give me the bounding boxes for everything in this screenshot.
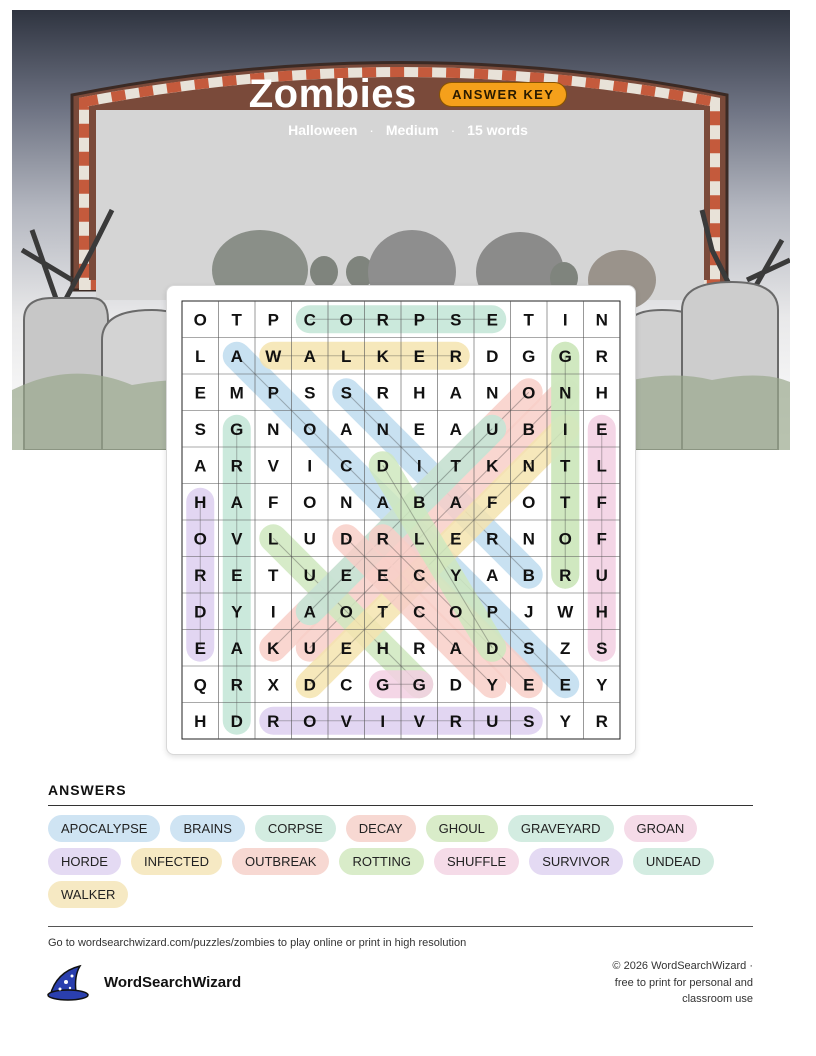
grid-letter: D xyxy=(230,711,243,731)
grid-letter: A xyxy=(449,492,462,512)
grid-letter: A xyxy=(486,565,499,585)
answer-pill-groan: GROAN xyxy=(624,815,698,842)
grid-letter: N xyxy=(340,492,353,512)
grid-letter: A xyxy=(230,638,243,658)
grid-letter: Y xyxy=(231,602,243,622)
grid-letter: Y xyxy=(559,711,571,731)
grid-letter: O xyxy=(558,529,572,549)
answer-pill-survivor: SURVIVOR xyxy=(529,848,623,875)
grid-letter: E xyxy=(340,638,352,658)
grid-letter: O xyxy=(522,383,536,403)
grid-letter: O xyxy=(193,310,207,330)
answer-pill-rotting: ROTTING xyxy=(339,848,424,875)
grid-letter: O xyxy=(522,492,536,512)
grid-letter: O xyxy=(303,492,317,512)
grid-letter: S xyxy=(450,310,462,330)
grid-letter: K xyxy=(376,346,389,366)
grid-letter: U xyxy=(303,638,316,658)
grid-letter: R xyxy=(376,310,389,330)
brand-name: WordSearchWizard xyxy=(104,973,242,991)
brand-logo[interactable] xyxy=(46,962,241,1002)
grid-letter: T xyxy=(560,492,571,512)
grid-letter: S xyxy=(304,383,316,403)
grid-letter: J xyxy=(524,602,534,622)
answer-pill-walker: WALKER xyxy=(48,881,128,908)
grid-letter: Z xyxy=(560,638,571,658)
grid-letter: N xyxy=(559,383,572,403)
grid-letter: P xyxy=(267,310,279,330)
grid-letter: T xyxy=(523,310,534,330)
grid-letter: G xyxy=(412,675,426,695)
answers-heading: ANSWERS xyxy=(48,782,127,798)
word-count-label: 15 words xyxy=(467,122,528,138)
grid-letter: O xyxy=(193,529,207,549)
answer-pill-undead: UNDEAD xyxy=(633,848,714,875)
grid-letter: R xyxy=(595,711,608,731)
puzzle-meta xyxy=(0,122,816,138)
grid-letter: N xyxy=(522,529,535,549)
grid-letter: E xyxy=(194,383,206,403)
grid-letter: U xyxy=(303,565,316,585)
grid-letter: A xyxy=(376,492,389,512)
grid-letter: G xyxy=(230,419,244,439)
grid-letter: B xyxy=(522,565,535,585)
divider xyxy=(48,926,753,927)
grid-letter: E xyxy=(413,419,425,439)
category-label: Halloween xyxy=(288,122,358,138)
divider xyxy=(48,805,753,806)
grid-letter: F xyxy=(487,492,498,512)
grid-letter: W xyxy=(265,346,282,366)
grid-letter: R xyxy=(595,346,608,366)
grid-letter: O xyxy=(339,310,353,330)
grid-letter: H xyxy=(194,711,207,731)
answer-pill-decay: DECAY xyxy=(346,815,416,842)
grid-letter: A xyxy=(340,419,353,439)
grid-letter: C xyxy=(340,675,353,695)
grid-letter: A xyxy=(449,419,462,439)
answer-list xyxy=(48,815,753,908)
puzzle-grid-card xyxy=(166,285,636,755)
grid-letter: P xyxy=(267,383,279,403)
grid-letter: H xyxy=(595,383,608,403)
grid-letter: R xyxy=(559,565,572,585)
grid-letter: R xyxy=(449,346,462,366)
grid-letter: E xyxy=(340,565,352,585)
grid-letter: G xyxy=(558,346,572,366)
grid-letter: F xyxy=(596,492,607,512)
grid-letter: E xyxy=(559,675,571,695)
grid-letter: A xyxy=(303,346,316,366)
grid-letter: T xyxy=(377,602,388,622)
grid-letter: U xyxy=(595,565,608,585)
grid-letter: Y xyxy=(596,675,608,695)
grid-letter: D xyxy=(486,346,499,366)
grid-letter: N xyxy=(267,419,280,439)
grid-letter: R xyxy=(376,529,389,549)
grid-letter: N xyxy=(376,419,389,439)
grid-letter: H xyxy=(376,638,389,658)
grid-letter: T xyxy=(560,456,571,476)
grid-letter: L xyxy=(341,346,352,366)
grid-letter: O xyxy=(449,602,463,622)
copyright-line: free to print for personal and xyxy=(614,976,753,989)
grid-letter: C xyxy=(340,456,353,476)
grid-letter: I xyxy=(307,456,313,476)
grid-letter: S xyxy=(194,419,206,439)
puzzle-grid xyxy=(167,286,635,754)
grid-letter: R xyxy=(230,456,243,476)
grid-letter: Y xyxy=(450,565,462,585)
grid-letter: E xyxy=(377,565,389,585)
grid-letter: E xyxy=(194,638,206,658)
grid-letter: I xyxy=(562,310,568,330)
grid-letter: V xyxy=(231,529,243,549)
grid-letter: C xyxy=(413,602,426,622)
grid-letter: U xyxy=(486,419,499,439)
grid-letter: H xyxy=(595,602,608,622)
grid-letter: I xyxy=(416,456,422,476)
grid-letter: F xyxy=(268,492,279,512)
grid-letter: X xyxy=(267,675,279,695)
grid-letter: R xyxy=(267,711,280,731)
grid-letter: R xyxy=(486,529,499,549)
answer-pill-brains: BRAINS xyxy=(170,815,244,842)
grid-letter: D xyxy=(486,638,499,658)
separator-dot: · xyxy=(450,122,456,138)
answer-pill-apocalypse: APOCALYPSE xyxy=(48,815,160,842)
grid-letter: U xyxy=(303,529,316,549)
grid-letter: N xyxy=(486,383,499,403)
grid-letter: I xyxy=(270,602,276,622)
grid-letter: P xyxy=(486,602,498,622)
grid-letter: T xyxy=(268,565,279,585)
grid-letter: M xyxy=(229,383,244,403)
difficulty-label: Medium xyxy=(385,122,439,138)
grid-letter: D xyxy=(303,675,316,695)
grid-letter: Y xyxy=(486,675,498,695)
copyright-line: © 2026 WordSearchWizard · xyxy=(612,960,753,972)
grid-letter: R xyxy=(230,675,243,695)
answer-pill-graveyard: GRAVEYARD xyxy=(508,815,614,842)
grid-letter: V xyxy=(413,711,425,731)
grid-letter: S xyxy=(596,638,608,658)
grid-letter: H xyxy=(413,383,426,403)
grid-letter: V xyxy=(340,711,352,731)
grid-letter: A xyxy=(230,346,243,366)
grid-letter: O xyxy=(339,602,353,622)
grid-letter: L xyxy=(268,529,279,549)
grid-letter: O xyxy=(303,711,317,731)
grid-letter: A xyxy=(449,638,462,658)
grid-letter: L xyxy=(195,346,206,366)
copyright-notice xyxy=(553,958,753,1008)
footer-link[interactable]: Go to wordsearchwizard.com/puzzles/zombies to play online or print in high resolution xyxy=(48,937,467,949)
grid-letter: D xyxy=(340,529,353,549)
grid-letter: K xyxy=(486,456,499,476)
grid-letter: D xyxy=(449,675,462,695)
grid-letter: R xyxy=(413,638,426,658)
grid-letter: T xyxy=(450,456,461,476)
grid-letter: R xyxy=(194,565,207,585)
answer-pill-outbreak: OUTBREAK xyxy=(232,848,330,875)
grid-letter: O xyxy=(303,419,317,439)
grid-letter: C xyxy=(413,565,426,585)
grid-letter: G xyxy=(522,346,536,366)
grid-letter: A xyxy=(194,456,207,476)
grid-letter: I xyxy=(562,419,568,439)
grid-letter: Q xyxy=(193,675,207,695)
grid-letter: E xyxy=(523,675,535,695)
separator-dot: · xyxy=(369,122,374,138)
grid-letter: C xyxy=(303,310,316,330)
grid-letter: S xyxy=(523,711,535,731)
grid-letter: E xyxy=(486,310,498,330)
grid-letter: A xyxy=(303,602,316,622)
wizard-hat-icon xyxy=(46,962,92,1002)
answer-pill-corpse: CORPSE xyxy=(255,815,336,842)
grid-letter: R xyxy=(376,383,389,403)
grid-letter: E xyxy=(231,565,243,585)
answer-pill-infected: INFECTED xyxy=(131,848,222,875)
grid-letter: E xyxy=(413,346,425,366)
grid-letter: B xyxy=(413,492,426,512)
copyright-line: classroom use xyxy=(682,993,753,1005)
grid-letter: W xyxy=(557,602,574,622)
grid-letter: T xyxy=(231,310,242,330)
grid-letter: U xyxy=(486,711,499,731)
grid-letter: P xyxy=(413,310,425,330)
grid-letter: D xyxy=(376,456,389,476)
grid-letter: E xyxy=(450,529,462,549)
grid-letter: H xyxy=(194,492,207,512)
grid-letter: L xyxy=(596,456,607,476)
grid-letter: I xyxy=(380,711,386,731)
grid-letter: G xyxy=(376,675,390,695)
grid-letter: A xyxy=(230,492,243,512)
grid-letter: E xyxy=(596,419,608,439)
grid-letter: R xyxy=(449,711,462,731)
grid-letter: S xyxy=(523,638,535,658)
grid-letter: D xyxy=(194,602,207,622)
grid-letter: N xyxy=(595,310,608,330)
grid-letter: L xyxy=(414,529,425,549)
page-title: Zombies xyxy=(248,72,417,116)
grid-letter: V xyxy=(267,456,279,476)
title-row xyxy=(0,72,816,117)
grid-letter: N xyxy=(522,456,535,476)
answer-key-badge: ANSWER KEY xyxy=(439,82,567,107)
grid-letter: S xyxy=(340,383,352,403)
grid-letter: A xyxy=(449,383,462,403)
grid-letter: F xyxy=(596,529,607,549)
grid-letter: K xyxy=(267,638,280,658)
answer-pill-horde: HORDE xyxy=(48,848,121,875)
answer-pill-shuffle: SHUFFLE xyxy=(434,848,519,875)
answer-pill-ghoul: GHOUL xyxy=(426,815,498,842)
grid-letter: B xyxy=(522,419,535,439)
